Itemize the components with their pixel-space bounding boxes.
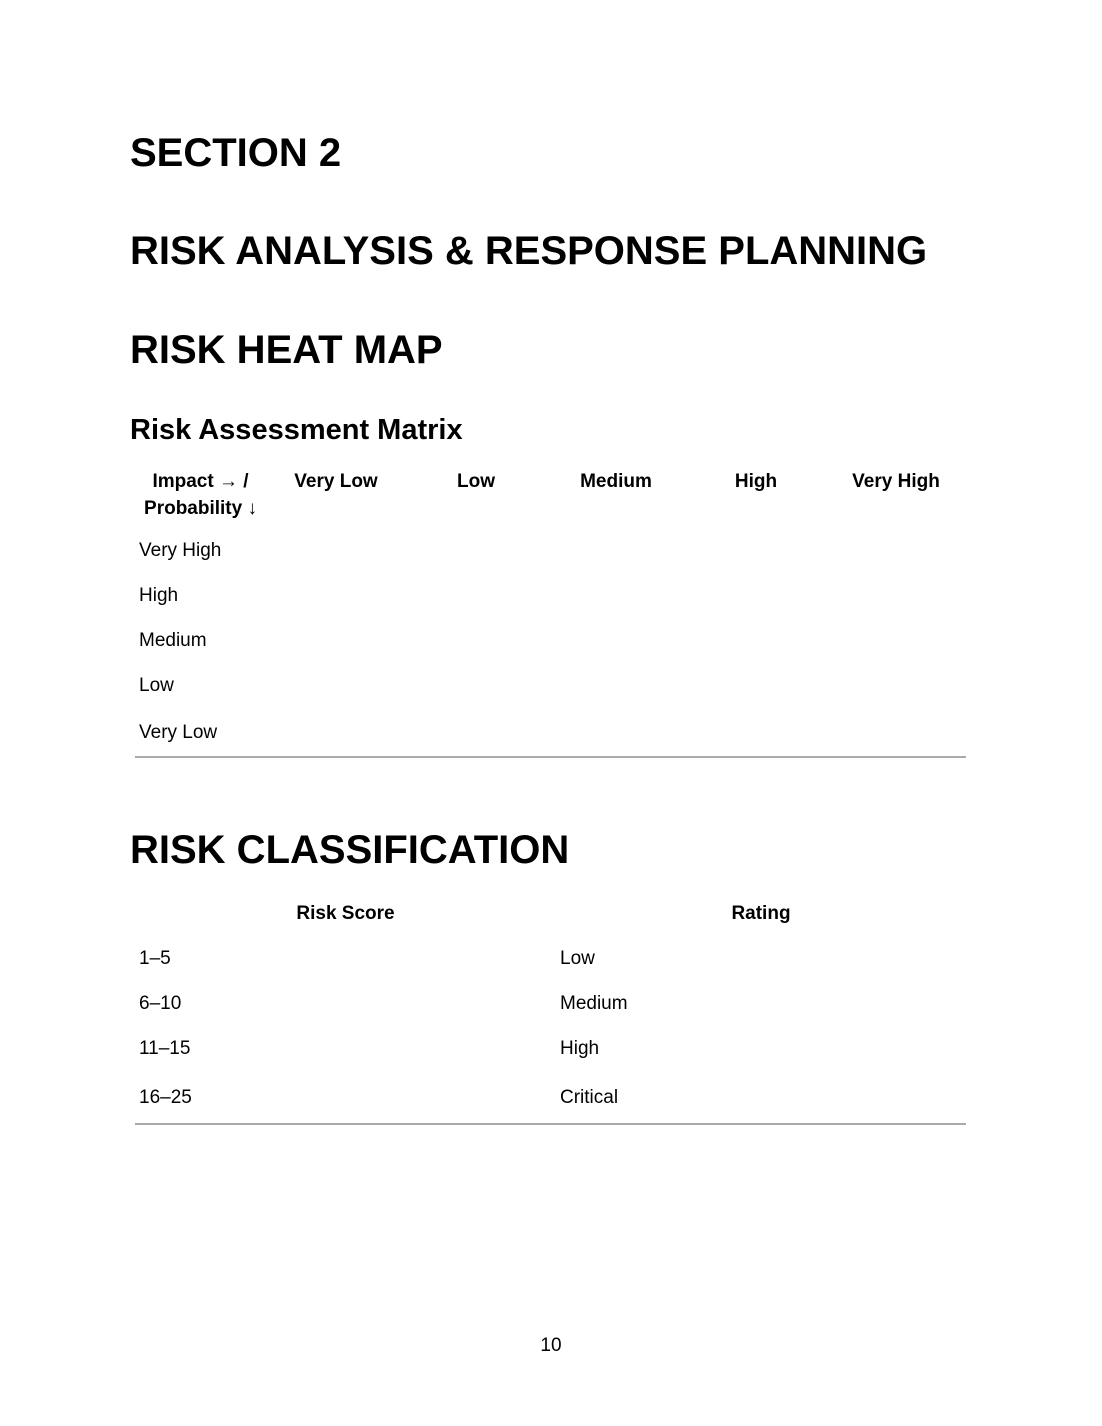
matrix-cell — [266, 663, 406, 708]
classification-header-row — [135, 900, 966, 936]
risk-score-cell: 6–10 — [139, 993, 182, 1014]
rating-header: Rating — [731, 903, 791, 924]
probability-row-label: Very High — [139, 540, 222, 561]
impact-column-header: Low — [457, 471, 495, 492]
matrix-subheading: Risk Assessment Matrix — [130, 414, 463, 446]
risk-classification-table — [135, 900, 966, 1125]
impact-column-header: Very Low — [294, 471, 378, 492]
document-title: RISK ANALYSIS & RESPONSE PLANNING — [130, 229, 928, 273]
corner-probability-label: Probability ↓ — [144, 498, 257, 519]
risk-score-header: Risk Score — [296, 903, 395, 924]
matrix-cell — [406, 663, 546, 708]
matrix-cell — [826, 618, 966, 663]
classification-heading: RISK CLASSIFICATION — [130, 828, 570, 872]
probability-row-label: Medium — [139, 630, 207, 651]
matrix-cell — [546, 618, 686, 663]
matrix-cell — [406, 528, 546, 573]
matrix-cell — [826, 528, 966, 573]
impact-column-header: Very High — [852, 471, 940, 492]
matrix-header-row — [135, 468, 966, 528]
impact-column-header: Medium — [580, 471, 652, 492]
rating-cell: Medium — [560, 993, 628, 1014]
table-row — [135, 618, 966, 663]
matrix-cell — [546, 663, 686, 708]
table-row — [135, 981, 966, 1026]
heat-map-heading: RISK HEAT MAP — [130, 328, 443, 372]
risk-score-cell: 11–15 — [139, 1038, 191, 1059]
table-row — [135, 1026, 966, 1071]
matrix-cell — [546, 573, 686, 618]
corner-impact-label: Impact → / — [152, 471, 249, 492]
risk-score-cell: 1–5 — [139, 948, 171, 969]
table-row — [135, 708, 966, 757]
matrix-cell — [266, 573, 406, 618]
risk-assessment-matrix — [135, 468, 966, 758]
matrix-cell — [266, 528, 406, 573]
impact-column-header: High — [734, 471, 778, 492]
matrix-cell — [686, 528, 826, 573]
matrix-cell — [686, 708, 826, 757]
matrix-cell — [826, 708, 966, 757]
probability-row-label: High — [139, 585, 179, 606]
table-row — [135, 528, 966, 573]
matrix-cell — [826, 663, 966, 708]
matrix-cell — [686, 618, 826, 663]
table-row — [135, 936, 966, 981]
section-heading: SECTION 2 — [130, 131, 342, 175]
matrix-cell — [546, 528, 686, 573]
matrix-cell — [406, 708, 546, 757]
rating-cell: High — [560, 1038, 600, 1059]
matrix-cell — [826, 573, 966, 618]
rating-cell: Low — [560, 948, 595, 969]
matrix-corner-header — [135, 468, 266, 528]
page-number: 10 — [540, 1335, 562, 1356]
matrix-cell — [686, 573, 826, 618]
probability-row-label: Very Low — [135, 708, 266, 757]
risk-score-cell: 16–25 — [135, 1071, 556, 1124]
matrix-cell — [406, 618, 546, 663]
matrix-cell — [406, 573, 546, 618]
table-row — [135, 573, 966, 618]
rating-cell: Critical — [556, 1071, 966, 1124]
matrix-cell — [266, 618, 406, 663]
probability-row-label: Low — [139, 675, 174, 696]
table-row — [135, 663, 966, 708]
matrix-cell — [686, 663, 826, 708]
matrix-cell — [546, 708, 686, 757]
table-row — [135, 1071, 966, 1124]
matrix-cell — [266, 708, 406, 757]
